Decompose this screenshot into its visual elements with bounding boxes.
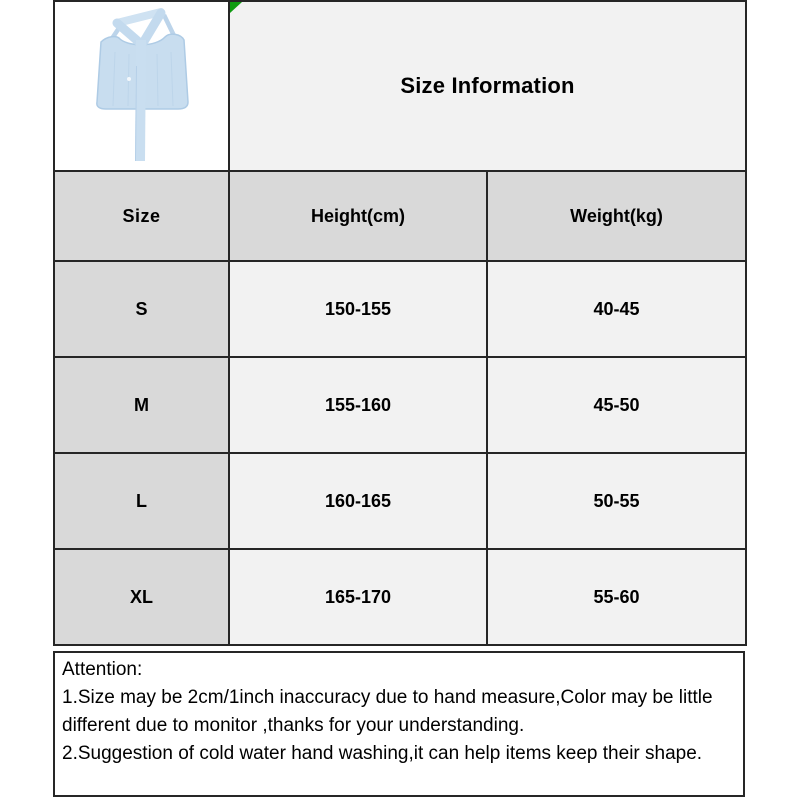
- height-value: 160-165: [229, 453, 487, 549]
- height-value: 165-170: [229, 549, 487, 645]
- height-value: 150-155: [229, 261, 487, 357]
- attention-heading: Attention:: [62, 659, 143, 680]
- table-row-l: [54, 453, 746, 549]
- attention-line-1: 1.Size may be 2cm/1inch inaccuracy due to hand measure,Color may be little: [62, 687, 713, 708]
- size-label: M: [54, 357, 229, 453]
- product-photo-camisole-icon: [67, 6, 217, 166]
- weight-value: 40-45: [487, 261, 746, 357]
- table-header-row: [54, 171, 746, 261]
- size-table: [53, 0, 747, 646]
- page-title: Size Information: [400, 73, 575, 98]
- size-label: XL: [54, 549, 229, 645]
- table-row-s: [54, 261, 746, 357]
- table-row-top: [54, 1, 746, 171]
- size-label: L: [54, 453, 229, 549]
- column-header-weight: Weight(kg): [487, 171, 746, 261]
- attention-line-1-continued: different due to monitor ,thanks for your understanding.: [62, 715, 525, 736]
- height-value: 155-160: [229, 357, 487, 453]
- size-label: S: [54, 261, 229, 357]
- column-header-height: Height(cm): [229, 171, 487, 261]
- table-row-xl: [54, 549, 746, 645]
- product-image-cell: [54, 1, 229, 171]
- table-row-m: [54, 357, 746, 453]
- column-header-size: Size: [54, 171, 229, 261]
- size-info-header-cell: [229, 1, 746, 171]
- weight-value: 55-60: [487, 549, 746, 645]
- weight-value: 45-50: [487, 357, 746, 453]
- weight-value: 50-55: [487, 453, 746, 549]
- green-corner-marker-icon: [230, 2, 242, 13]
- attention-box: [53, 651, 745, 797]
- attention-line-2: 2.Suggestion of cold water hand washing,it can help items keep their shape.: [62, 743, 703, 764]
